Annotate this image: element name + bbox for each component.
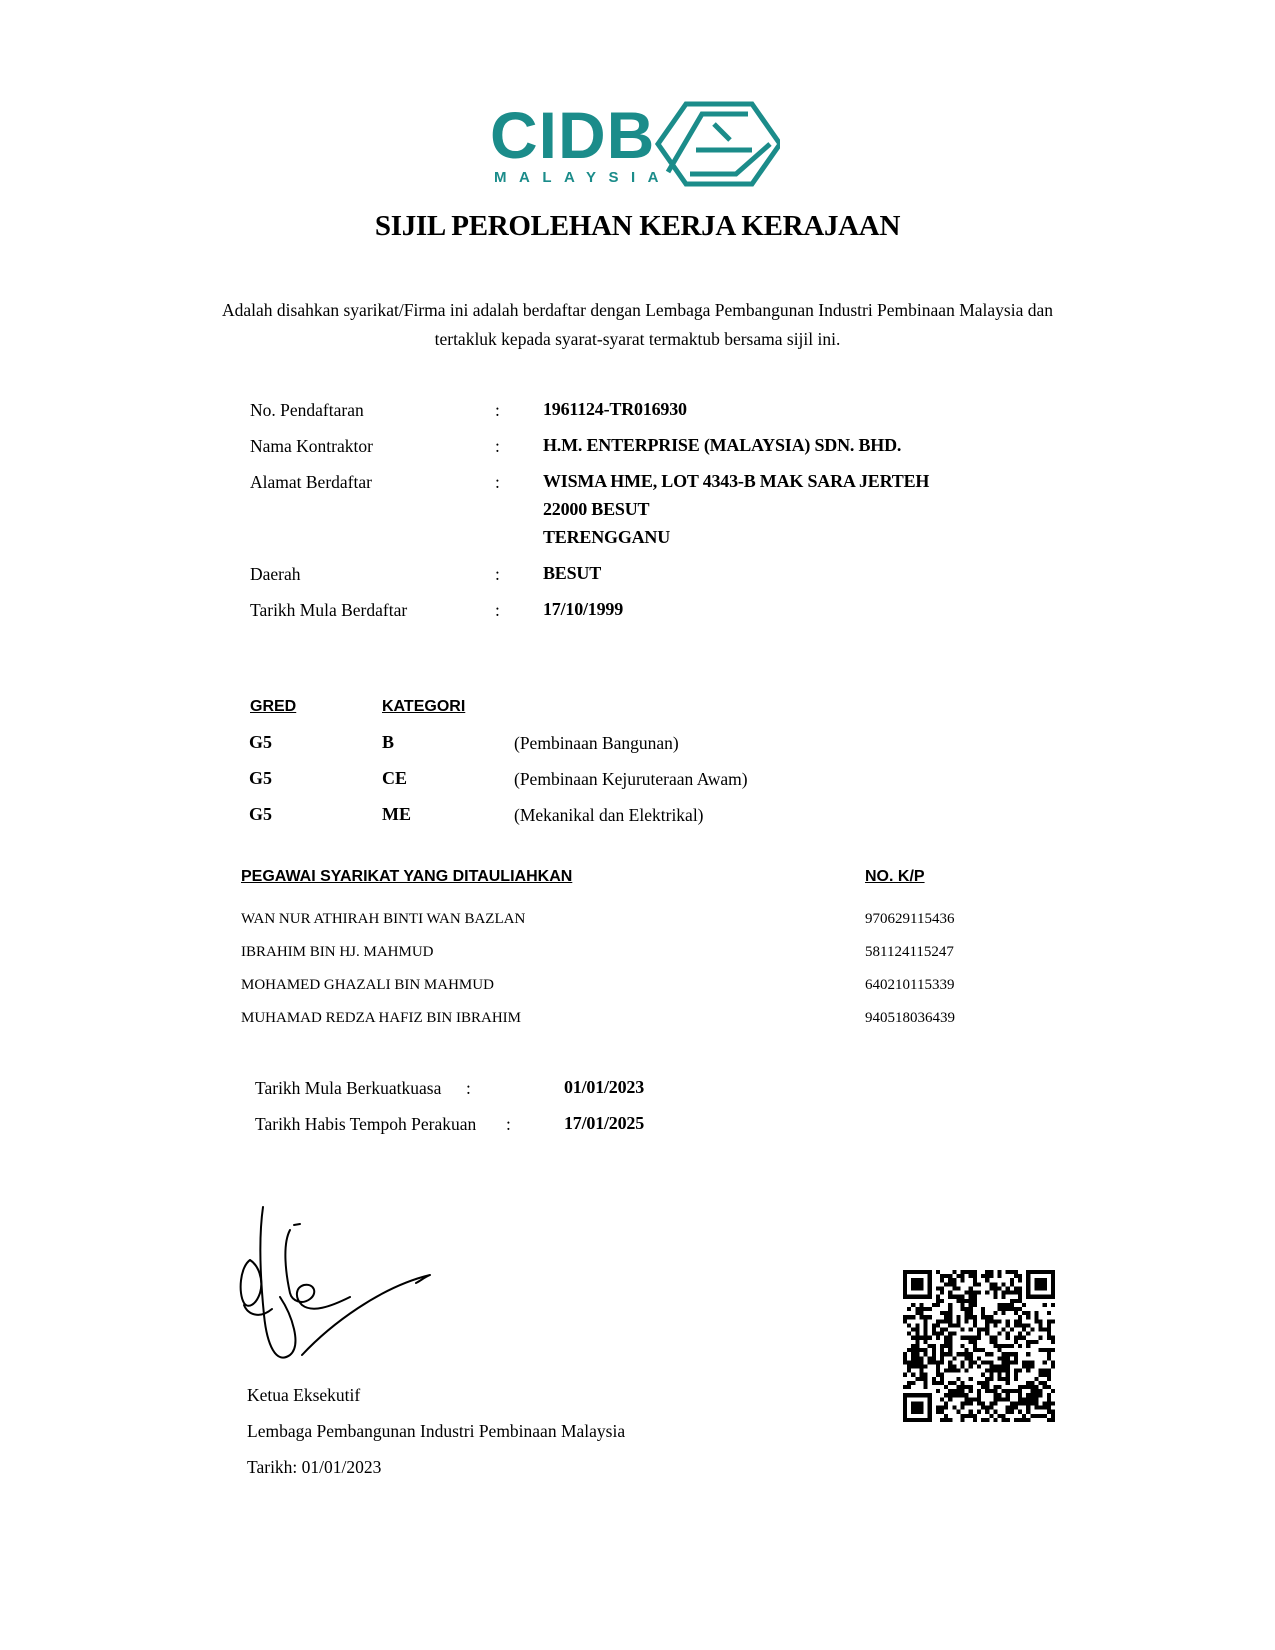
certificate-title: SIJIL PEROLEHAN KERJA KERAJAAN <box>374 210 901 242</box>
personnel-name: WAN NUR ATHIRAH BINTI WAN BAZLAN <box>241 911 526 927</box>
logo-subtext: MALAYSIA <box>494 169 671 186</box>
personnel-name: MUHAMAD REDZA HAFIZ BIN IBRAHIM <box>241 1010 522 1026</box>
personnel-ic: 970629115436 <box>865 911 955 927</box>
category-description: (Pembinaan Bangunan) <box>514 733 679 753</box>
separator: : <box>495 600 500 620</box>
signature-image <box>230 1205 440 1370</box>
address-line: WISMA HME, LOT 4343-B MAK SARA JERTEH <box>543 471 930 491</box>
personnel-ic: 940518036439 <box>865 1010 955 1026</box>
category-description: (Pembinaan Kejuruteraan Awam) <box>514 769 748 789</box>
category-value: CE <box>382 768 408 788</box>
validity-start-label: Tarikh Mula Berkuatkuasa <box>255 1078 442 1098</box>
validity-end-value: 17/01/2025 <box>564 1113 645 1133</box>
registration-no-label: No. Pendaftaran <box>250 400 364 420</box>
separator: : <box>495 400 500 420</box>
category-header: KATEGORI <box>382 698 466 715</box>
grade-value: G5 <box>249 768 273 788</box>
address-line: TERENGGANU <box>543 527 671 547</box>
personnel-header: PEGAWAI SYARIKAT YANG DITAULIAHKAN <box>241 868 573 885</box>
contractor-name-label: Nama Kontraktor <box>250 436 373 456</box>
category-value: ME <box>382 804 411 824</box>
contractor-name-value: H.M. ENTERPRISE (MALAYSIA) SDN. BHD. <box>543 435 902 455</box>
logo-hexagon-icon <box>658 104 780 184</box>
category-value: B <box>382 732 395 752</box>
validity-end-label: Tarikh Habis Tempoh Perakuan <box>255 1114 477 1134</box>
district-value: BESUT <box>543 563 602 583</box>
separator: : <box>506 1114 511 1134</box>
category-description: (Mekanikal dan Elektrikal) <box>514 805 704 825</box>
grade-value: G5 <box>249 732 273 752</box>
signatory-date: Tarikh: 01/01/2023 <box>247 1457 382 1477</box>
signatory-org: Lembaga Pembangunan Industri Pembinaan Malaysia <box>247 1421 626 1441</box>
personnel-name: IBRAHIM BIN HJ. MAHMUD <box>241 944 434 960</box>
cidb-logo <box>490 100 780 188</box>
grade-value: G5 <box>249 804 273 824</box>
personnel-name: MOHAMED GHAZALI BIN MAHMUD <box>241 977 494 993</box>
signatory-title: Ketua Eksekutif <box>247 1385 361 1405</box>
intro-paragraph: Adalah disahkan syarikat/Firma ini adalah berdaftar dengan Lembaga Pembangunan Industri Pembinaan Malaysia dan tertakluk kepada syarat-syarat termaktub bersama sijil ini. <box>222 300 1053 349</box>
personnel-ic: 640210115339 <box>865 977 955 993</box>
grade-header: GRED <box>250 698 297 715</box>
ic-header: NO. K/P <box>865 868 925 885</box>
address-label: Alamat Berdaftar <box>250 472 372 492</box>
separator: : <box>466 1078 471 1098</box>
registration-no-value: 1961124-TR016930 <box>543 399 687 419</box>
separator: : <box>495 564 500 584</box>
registration-start-label: Tarikh Mula Berdaftar <box>250 600 408 620</box>
separator: : <box>495 472 500 492</box>
logo-text: CIDB <box>490 100 656 172</box>
separator: : <box>495 436 500 456</box>
validity-start-value: 01/01/2023 <box>564 1077 645 1097</box>
personnel-ic: 581124115247 <box>865 944 954 960</box>
qr-code-icon <box>903 1270 1055 1422</box>
district-label: Daerah <box>250 564 301 584</box>
address-line: 22000 BESUT <box>543 499 650 519</box>
registration-start-value: 17/10/1999 <box>543 599 624 619</box>
